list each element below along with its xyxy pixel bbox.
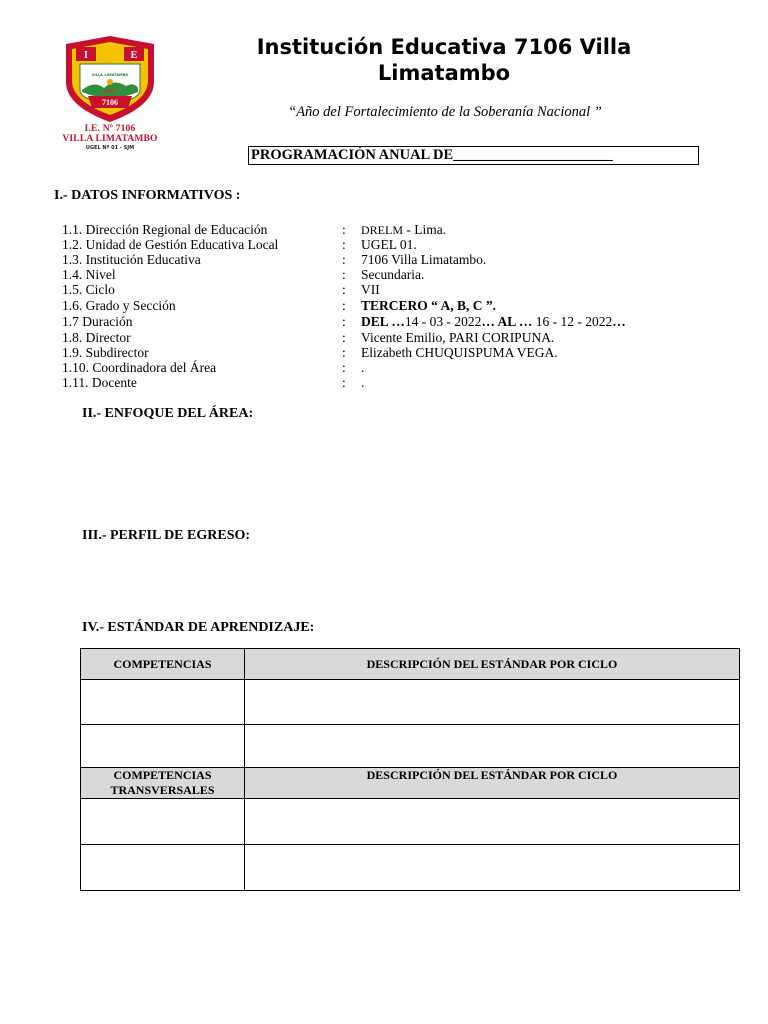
dre-value: - Lima. xyxy=(403,222,447,237)
info-label: 1.2. Unidad de Gestión Educativa Local xyxy=(62,237,279,252)
table-cell-empty[interactable] xyxy=(81,845,245,891)
info-row-ciclo xyxy=(62,282,722,297)
info-colon: : xyxy=(342,360,346,375)
info-label: 1.11. Docente xyxy=(62,375,137,390)
header-descripcion-transversales: DESCRIPCIÓN DEL ESTÁNDAR POR CICLO xyxy=(245,768,740,799)
section-enfoque-heading: II.- ENFOQUE DEL ÁREA: xyxy=(82,406,254,421)
info-value: . xyxy=(361,360,365,375)
info-row-institucion xyxy=(62,252,722,267)
info-value: VII xyxy=(361,282,380,297)
table-cell-empty[interactable] xyxy=(81,680,245,725)
dre-prefix: DRELM xyxy=(361,223,403,237)
school-crest-icon xyxy=(54,34,166,124)
header-competencias-transversales: COMPETENCIAS TRANSVERSALES xyxy=(81,768,245,799)
table-header-row xyxy=(81,649,740,680)
table-row xyxy=(81,725,740,768)
header-competencias: COMPETENCIAS xyxy=(81,649,245,680)
info-label: 1.1. Dirección Regional de Educación xyxy=(62,222,268,237)
table-cell-empty[interactable] xyxy=(81,799,245,845)
table-cell-empty[interactable] xyxy=(81,725,245,768)
info-label: 1.9. Subdirector xyxy=(62,345,149,360)
table-row xyxy=(81,845,740,891)
info-row-docente xyxy=(62,375,722,390)
table-cell-empty[interactable] xyxy=(245,799,740,845)
info-value: TERCERO “ A, B, C ”. xyxy=(361,298,497,313)
info-colon: : xyxy=(342,222,346,237)
estandar-table xyxy=(80,648,740,891)
info-label: 1.8. Director xyxy=(62,330,131,345)
info-row-ugel xyxy=(62,237,722,252)
logo-ugel: UGEL Nº 01 - SJM xyxy=(85,145,135,151)
info-value xyxy=(361,222,446,238)
info-row-director xyxy=(62,330,722,345)
logo-school-name: VILLA LIMATAMBO xyxy=(62,134,158,144)
info-row-coordinadora xyxy=(62,360,722,375)
info-value: Elizabeth CHUQUISPUMA VEGA. xyxy=(361,345,558,360)
info-row-dre xyxy=(62,222,722,237)
info-value: UGEL 01. xyxy=(361,237,417,252)
info-value xyxy=(361,314,626,329)
logo-school-code: I.E. Nº 7106 xyxy=(84,124,136,134)
table-cell-empty[interactable] xyxy=(245,845,740,891)
duracion-to: 16 - 12 - 2022 xyxy=(535,314,613,329)
header-descripcion: DESCRIPCIÓN DEL ESTÁNDAR POR CICLO xyxy=(245,649,740,680)
info-colon: : xyxy=(342,237,346,252)
duracion-from: 14 - 03 - 2022 xyxy=(404,314,482,329)
info-colon: : xyxy=(342,282,346,297)
section-datos-informativos-heading: I.- DATOS INFORMATIVOS : xyxy=(54,188,241,203)
info-colon: : xyxy=(342,267,346,282)
duracion-del: DEL … xyxy=(361,314,405,329)
info-row-nivel xyxy=(62,267,722,282)
svg-text:E: E xyxy=(130,50,138,61)
info-label: 1.3. Institución Educativa xyxy=(62,252,201,267)
info-colon: : xyxy=(342,298,346,313)
info-colon: : xyxy=(342,252,346,267)
school-logo xyxy=(54,34,166,156)
svg-text:7106: 7106 xyxy=(102,98,118,107)
info-label: 1.10. Coordinadora del Área xyxy=(62,360,217,375)
info-colon: : xyxy=(342,345,346,360)
table-cell-empty[interactable] xyxy=(245,725,740,768)
svg-text:VILLA LIMATAMBO: VILLA LIMATAMBO xyxy=(91,73,129,77)
info-value: . xyxy=(361,375,365,390)
table-cell-empty[interactable] xyxy=(245,680,740,725)
document-title: Institución Educativa 7106 Villa Limatambo xyxy=(256,35,632,85)
programacion-title-box: PROGRAMACIÓN ANUAL DE______________________ xyxy=(248,146,699,165)
table-row xyxy=(81,680,740,725)
info-label: 1.6. Grado y Sección xyxy=(62,298,176,313)
duracion-al: … AL … xyxy=(481,314,536,329)
table-header-row-transversales xyxy=(81,768,740,799)
info-colon: : xyxy=(342,314,346,329)
svg-text:I: I xyxy=(84,50,88,61)
info-colon: : xyxy=(342,330,346,345)
info-row-subdirector xyxy=(62,345,722,360)
info-value: Vicente Emilio, PARI CORIPUNA. xyxy=(361,330,555,345)
info-label: 1.7 Duración xyxy=(62,314,133,329)
section-perfil-heading: III.- PERFIL DE EGRESO: xyxy=(82,528,251,543)
info-row-grado xyxy=(62,298,722,313)
year-motto: “Año del Fortalecimiento de la Soberanía Nacional ” xyxy=(288,104,602,120)
info-value: Secundaria. xyxy=(361,267,425,282)
info-label: 1.4. Nivel xyxy=(62,267,116,282)
info-row-duracion xyxy=(62,314,722,329)
section-estandar-heading: IV.- ESTÁNDAR DE APRENDIZAJE: xyxy=(82,620,315,635)
info-label: 1.5. Ciclo xyxy=(62,282,115,297)
info-value: 7106 Villa Limatambo. xyxy=(361,252,487,267)
info-colon: : xyxy=(342,375,346,390)
duracion-end: … xyxy=(612,314,626,329)
table-row xyxy=(81,799,740,845)
